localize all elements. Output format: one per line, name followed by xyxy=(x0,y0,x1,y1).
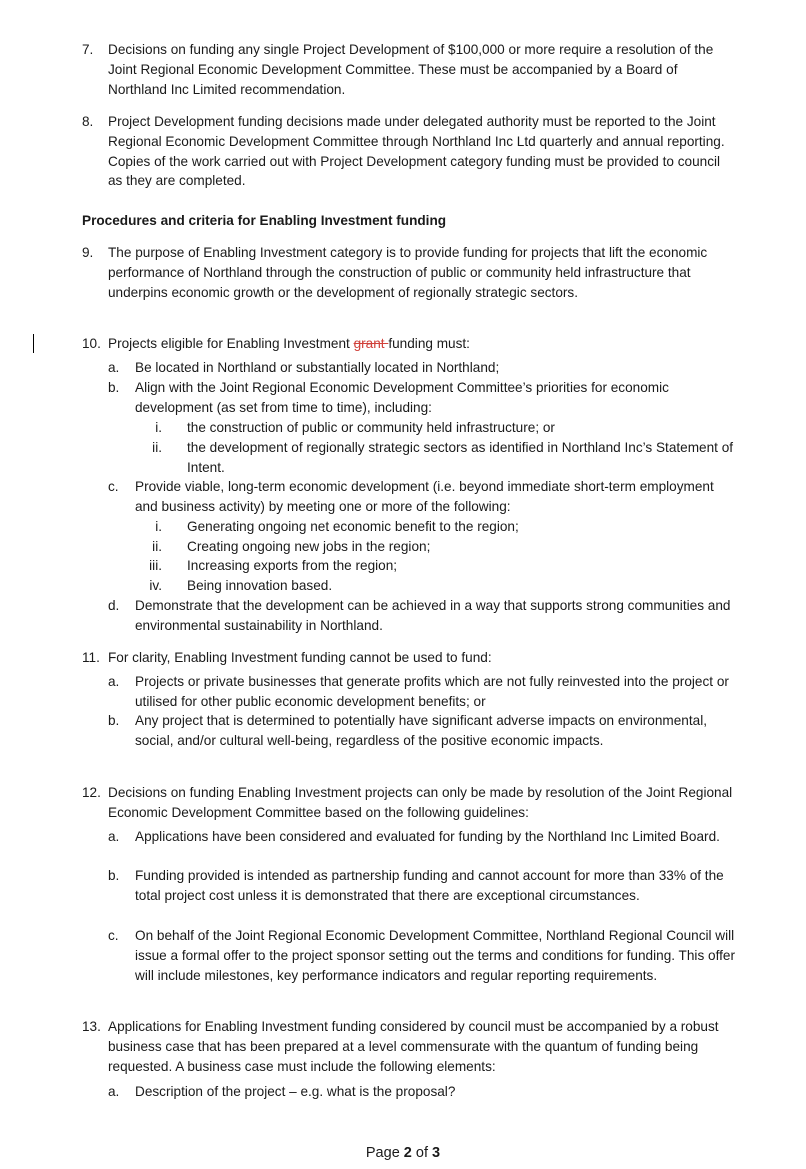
roman-text: Creating ongoing new jobs in the region; xyxy=(187,539,431,554)
page-current-number: 2 xyxy=(403,1145,412,1161)
item-text: The purpose of Enabling Investment category is to provide funding for projects that lift the economic performance of Northland through the construction of public or community held infrastructure that underpins economic growth or the development of regionally strategic sectors. xyxy=(108,245,708,300)
item-text: Decisions on funding any single Project Development of $100,000 or more require a resolution of the Joint Regional Economic Development Committee. These must be accompanied by a Board of Northland Inc Limited recommendation. xyxy=(108,42,714,97)
page-of-label: of xyxy=(411,1145,433,1161)
roman-text: the development of regionally strategic sectors as identified in Northland Inc’s Statement of Intent. xyxy=(187,440,734,475)
item-number: 9. xyxy=(82,245,94,260)
roman-label: iv. xyxy=(149,578,162,593)
sub-item-text: Funding provided is intended as partnership funding and cannot account for more than 33% of the total project cost unless it is demonstrated that there are exceptional circumstances. xyxy=(135,868,724,903)
item-text xyxy=(108,334,738,354)
item-text-after: funding must: xyxy=(388,336,470,351)
item-number: 8. xyxy=(82,114,94,129)
sub-item-text: Demonstrate that the development can be achieved in a way that supports strong communities and environmental sustainability in Northland. xyxy=(135,598,731,633)
sub-item-label: a. xyxy=(108,1084,120,1099)
sub-item-label: b. xyxy=(108,380,120,395)
roman-text: the construction of public or community held infrastructure; or xyxy=(187,420,555,435)
struck-deleted-text: grant xyxy=(353,336,389,351)
roman-label: i. xyxy=(155,420,162,435)
sub-item-label: b. xyxy=(108,868,120,883)
item-text: For clarity, Enabling Investment funding cannot be used to fund: xyxy=(108,650,492,665)
item-text: Applications for Enabling Investment funding considered by council must be accompanied by a robust business case that has been prepared at a level commensurate with the quantum of funding being requested. A business case must include the following elements: xyxy=(108,1019,719,1074)
sub-item-label: d. xyxy=(108,598,120,613)
revision-change-bar xyxy=(33,334,34,353)
sub-item-label: a. xyxy=(108,674,120,689)
sub-item-label: a. xyxy=(108,829,120,844)
roman-label: ii. xyxy=(152,440,162,455)
item-number: 12. xyxy=(82,785,101,800)
sub-item-text: Description of the project – e.g. what is the proposal? xyxy=(135,1084,456,1099)
item-text-before: Projects eligible for Enabling Investment xyxy=(108,336,354,351)
roman-label: iii. xyxy=(149,558,162,573)
sub-item-text: Align with the Joint Regional Economic Development Committee’s priorities for economic development (as set from time to time), including: xyxy=(135,380,669,415)
item-text: Project Development funding decisions made under delegated authority must be reported to the Joint Regional Economic Development Committee through Northland Inc Ltd quarterly and annual reporting. Copies of the work carried out with Project Development category funding must be provided to council as they are completed. xyxy=(108,114,725,189)
item-number: 13. xyxy=(82,1019,101,1034)
sub-item-text: Projects or private businesses that generate profits which are not fully reinvested into the project or utilised for other public economic development benefits; or xyxy=(135,674,729,709)
sub-item-label: b. xyxy=(108,713,120,728)
sub-item-text: Any project that is determined to potentially have significant adverse impacts on environmental, social, and/or cultural well-being, regardless of the positive economic impacts. xyxy=(135,713,707,748)
item-number: 7. xyxy=(82,42,94,57)
page-footer xyxy=(0,1145,806,1161)
page-total-number: 3 xyxy=(432,1145,441,1161)
item-number: 11. xyxy=(82,650,100,665)
roman-label: ii. xyxy=(152,539,162,554)
page-label: Page xyxy=(365,1145,404,1161)
sub-item-text: Applications have been considered and evaluated for funding by the Northland Inc Limited Board. xyxy=(135,829,720,844)
item-number: 10. xyxy=(82,336,101,351)
roman-label: i. xyxy=(155,519,162,534)
roman-text: Increasing exports from the region; xyxy=(187,558,398,573)
item-text: Decisions on funding Enabling Investment projects can only be made by resolution of the Joint Regional Economic Development Committee based on the following guidelines: xyxy=(108,785,733,820)
sub-item-text: Provide viable, long-term economic development (i.e. beyond immediate short-term employment and business activity) by meeting one or more of the following: xyxy=(135,479,714,514)
roman-text: Generating ongoing net economic benefit to the region; xyxy=(187,519,519,534)
sub-item-label: c. xyxy=(108,479,119,494)
roman-text: Being innovation based. xyxy=(187,578,333,593)
sub-item-text: On behalf of the Joint Regional Economic Development Committee, Northland Regional Council will issue a formal offer to the project sponsor setting out the terms and conditions for funding. This offer will include milestones, key performance indicators and regular reporting requirements. xyxy=(135,928,735,983)
sub-item-text: Be located in Northland or substantially located in Northland; xyxy=(135,360,500,375)
sub-item-label: c. xyxy=(108,928,119,943)
sub-item-label: a. xyxy=(108,360,120,375)
section-heading: Procedures and criteria for Enabling Investment funding xyxy=(82,213,447,228)
